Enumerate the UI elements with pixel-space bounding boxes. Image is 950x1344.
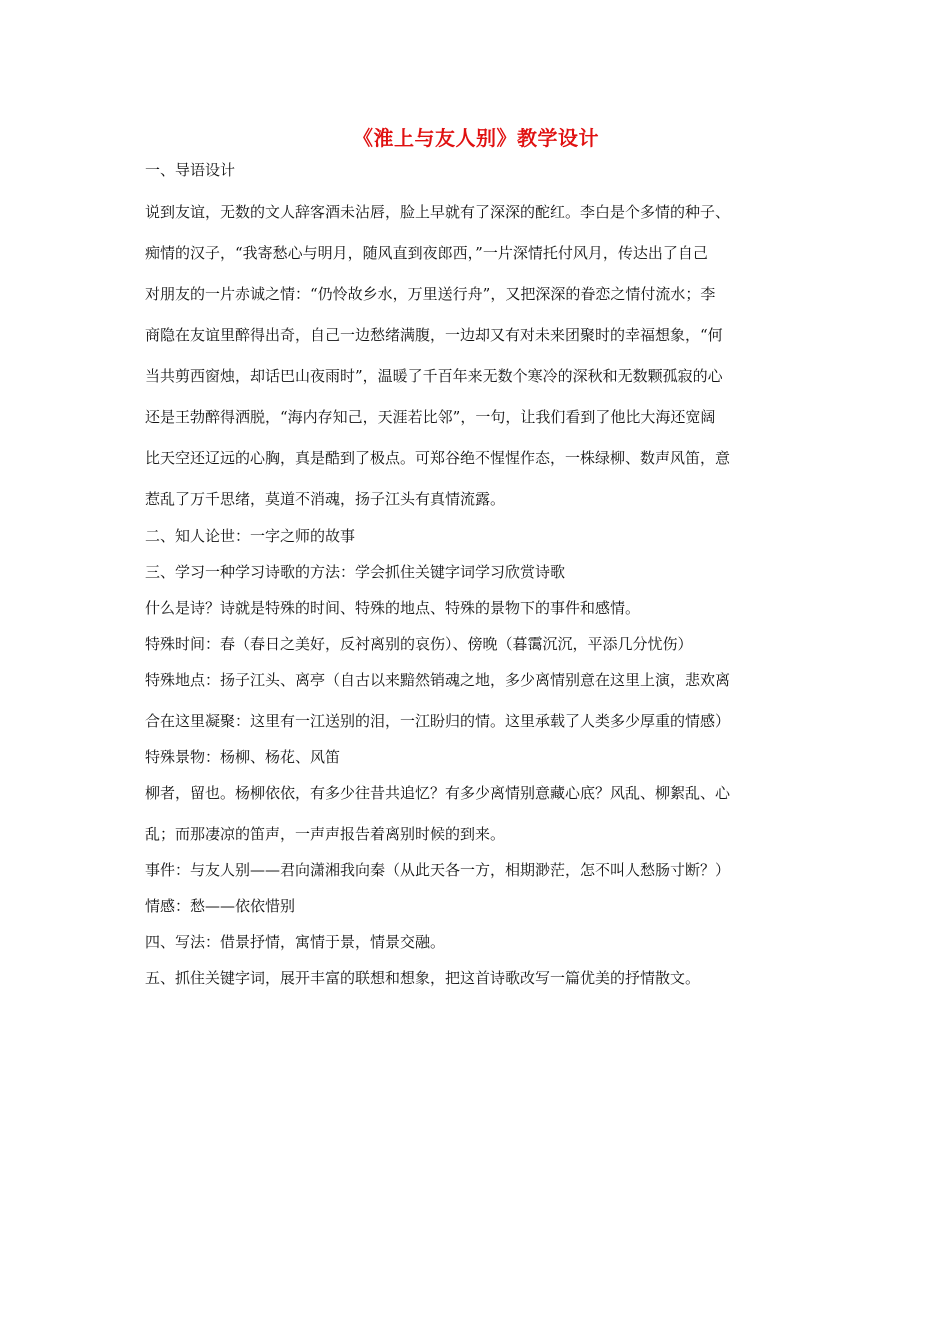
what-is-poem-text: 什么是诗？诗就是特殊的时间、特殊的地点、特殊的景物下的事件和感情。	[145, 599, 641, 617]
special-place-paragraph	[145, 670, 807, 731]
event-text: 事件：与友人别——君向潇湘我向秦（从此天各一方，相期渺茫，怎不叫人愁肠寸断？）	[145, 861, 731, 879]
intro-line: 还是王勃醉得洒脱，“海内存知己，天涯若比邻”，一句，让我们看到了他比大海还宽阔	[145, 408, 716, 426]
special-time-text: 特殊时间：春（春日之美好，反衬离别的哀伤）、傍晚（暮霭沉沉，平添几分忧伤）	[145, 635, 693, 653]
intro-line: 说到友谊，无数的文人辞客酒未沾唇，脸上早就有了深深的酡红。李白是个多情的种子、	[145, 203, 731, 221]
willow-line: 柳者，留也。杨柳依依，有多少往昔共追忆？有多少离情别意藏心底？风乱、柳絮乱、心	[145, 784, 731, 802]
section-heading-intro: 一、导语设计	[145, 161, 236, 179]
intro-line: 比天空还辽远的心胸，真是酷到了极点。可郑谷绝不惺惺作态，一株绿柳、数声风笛，意	[145, 449, 731, 467]
intro-line: 痴情的汉子，“我寄愁心与明月，随风直到夜郎西，”一片深情托付风月，传达出了自己	[145, 244, 708, 262]
document-page	[145, 124, 807, 988]
willow-line: 乱；而那凄凉的笛声，一声声报告着离别时候的到来。	[145, 825, 506, 843]
intro-line: 对朋友的一片赤诚之情：“仍怜故乡水，万里送行舟”，又把深深的眷恋之情付流水；李	[145, 285, 716, 303]
special-place-line: 特殊地点：扬子江头、离亭（自古以来黯然销魂之地，多少离情别意在这里上演，悲欢离	[145, 671, 731, 689]
willow-paragraph	[145, 783, 807, 844]
section-heading-method: 三、学习一种学习诗歌的方法：学会抓住关键字词学习欣赏诗歌	[145, 563, 566, 581]
special-place-line: 合在这里凝聚：这里有一江送别的泪，一江盼归的情。这里承载了人类多少厚重的情感）	[145, 712, 731, 730]
intro-line: 商隐在友谊里醉得出奇，自己一边愁绪满腹，一边却又有对未来团聚时的幸福想象，“何	[145, 326, 723, 344]
section-heading-background: 二、知人论世：一字之师的故事	[145, 527, 356, 545]
special-scene-text: 特殊景物：杨柳、杨花、风笛	[145, 748, 341, 766]
intro-line: 惹乱了万千思绪，莫道不消魂，扬子江头有真情流露。	[145, 490, 506, 508]
section-heading-technique: 四、写法：借景抒情，寓情于景，情景交融。	[145, 933, 446, 951]
intro-line: 当共剪西窗烛，却话巴山夜雨时”，温暖了千百年来无数个寒冷的深秋和无数颗孤寂的心	[145, 367, 723, 385]
section-heading-assignment: 五、抓住关键字词，展开丰富的联想和想象，把这首诗歌改写一篇优美的抒情散文。	[145, 969, 701, 987]
document-title: 《淮上与友人别》教学设计	[353, 126, 599, 150]
emotion-text: 情感：愁——依依惜别	[145, 897, 296, 915]
intro-paragraph	[145, 202, 807, 509]
